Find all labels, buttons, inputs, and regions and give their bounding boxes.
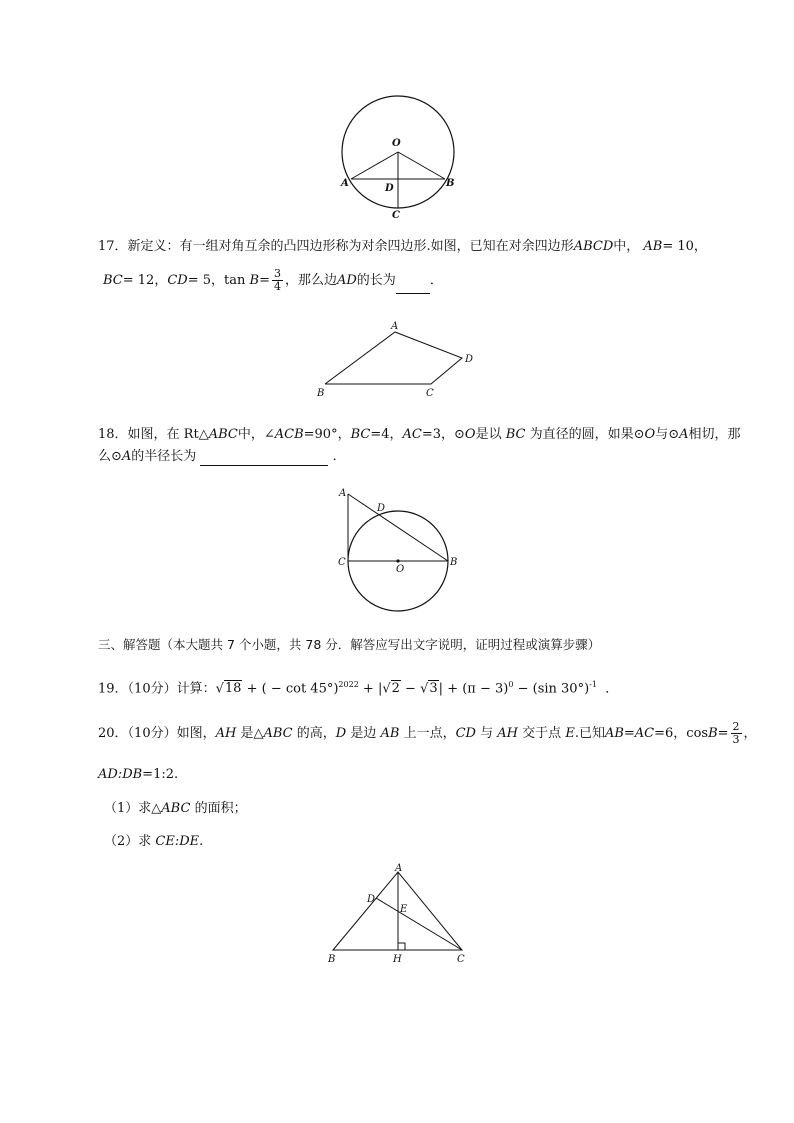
q18-number: 18． [98, 427, 128, 442]
quadrilateral-figure-17 [312, 318, 482, 402]
label-D: D [367, 894, 376, 905]
label-E: E [400, 904, 408, 915]
q20-sub1: （1）求△ABC 的面积； [104, 801, 247, 816]
q17-line2: BC= 12，CD= 5，tan B= $\frac{3}{4}$ ，那么边AD的长为 ． [103, 267, 443, 293]
label-C: C [338, 557, 346, 568]
q17-line1: 17．新定义：有一组对角互余的凸四边形称为对余四边形.如图，已知在对余四边形ABCD中， AB= 10， [98, 239, 707, 254]
label-A: A [395, 863, 403, 874]
q20-fraction: $\frac{2}{3}$ [732, 720, 740, 746]
label-O: O [396, 564, 405, 575]
q17-fraction: $\frac{3}{4}$ [273, 267, 281, 293]
label-C: C [426, 388, 434, 399]
q20-sub2: （2）求 CE:DE. [104, 834, 204, 849]
section-3-heading: 三、解答题（本大题共 7 个小题，共 78 分．解答应写出文字说明，证明过程或演算步骤） [98, 637, 601, 652]
label-A: A [341, 178, 349, 189]
q17-number: 17． [98, 239, 128, 254]
q19-number: 19． [98, 681, 128, 697]
circle-triangle-figure-18 [334, 484, 464, 614]
label-D: D [377, 503, 386, 514]
label-A: A [339, 488, 347, 499]
label-B: B [446, 178, 455, 189]
label-C: C [457, 954, 465, 965]
label-D: D [385, 183, 394, 194]
q20-line2: AD:DB=1:2. [98, 767, 179, 782]
triangle-figure-20 [322, 862, 472, 968]
q18-answer-blank[interactable] [200, 451, 328, 466]
label-B: B [450, 557, 458, 568]
q18-line1: 18．如图，在 Rt△ABC中，∠ACB=90°，BC=4，AC=3，⊙O是以 BC 为直径的圆，如果⊙O与⊙A相切，那 [98, 427, 741, 442]
q18-line2: 么⊙A的半径长为 ． [98, 449, 346, 464]
label-O: O [392, 138, 401, 149]
label-B: B [328, 954, 336, 965]
label-A: A [391, 321, 399, 332]
q20-line1: 20．（10分）如图，AH 是△ABC 的高，D 是边 AB 上一点，CD 与 AH 交于点 E.已知AB=AC=6，cosB= $\frac{2}{3}$ ， [98, 720, 757, 746]
q19-line: 19．（10分）计算：√18 + ( − $\cot 45^\circ)^{2022} + |√2 - √3| + (\pi - 3)^0 - (\sin$ 30°)$^{-1}$ ． [98, 680, 619, 697]
circle-figure-16 [330, 90, 470, 225]
q20-number: 20． [98, 726, 128, 741]
label-B: B [317, 388, 325, 399]
label-H: H [393, 954, 402, 965]
q17-answer-blank[interactable] [396, 279, 430, 294]
label-D: D [465, 354, 474, 365]
label-C: C [392, 210, 400, 221]
